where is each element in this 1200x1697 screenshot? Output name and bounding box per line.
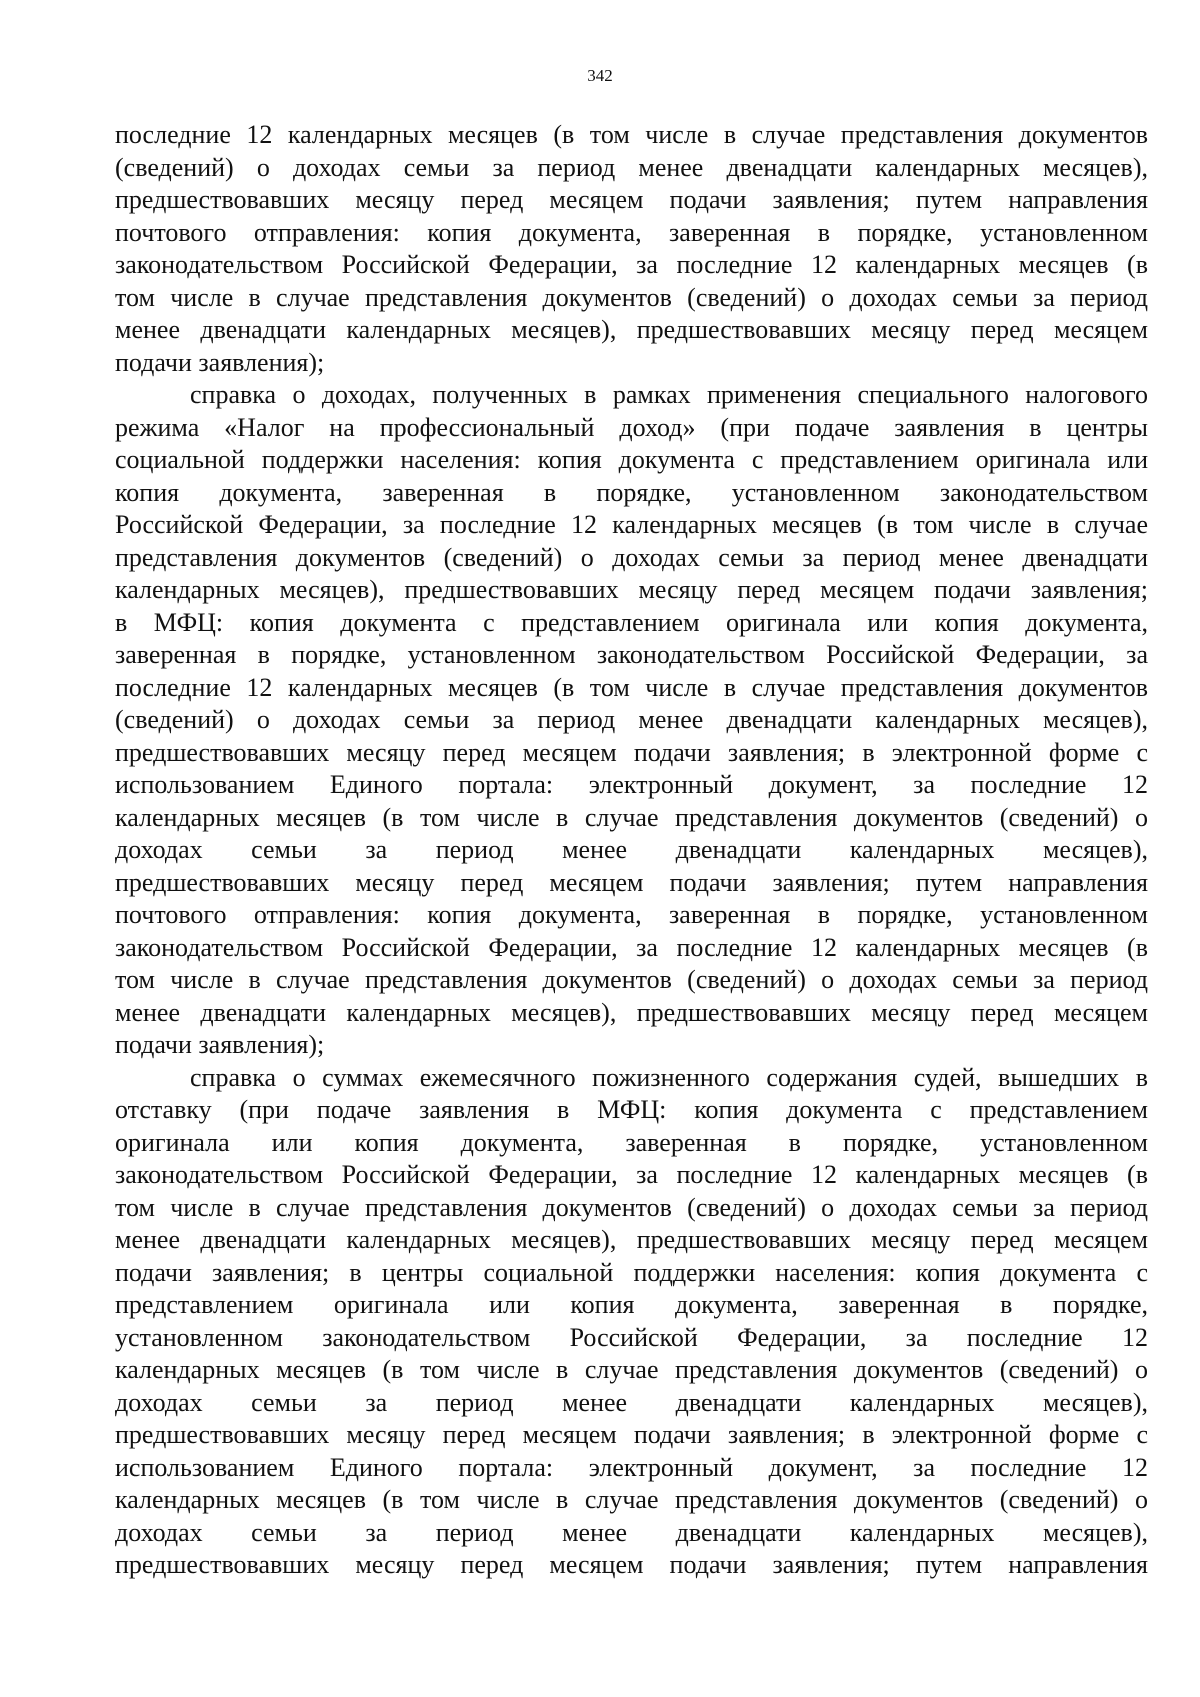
text-line: предшествовавших месяцу перед месяцем подачи заявления; в электронной форме с bbox=[115, 1420, 1148, 1449]
text-line: менее двенадцати календарных месяцев), предшествовавших месяцу перед месяцем bbox=[115, 315, 1148, 344]
text-line: доходах семьи за период менее двенадцати календарных месяцев), bbox=[115, 1387, 1148, 1417]
text-line: предшествовавших месяцу перед месяцем подачи заявления; путем направления bbox=[115, 185, 1148, 214]
text-line: копия документа, заверенная в порядке, установленном законодательством bbox=[115, 477, 1148, 507]
text-line: том числе в случае представления документов (сведений) о доходах семьи за период bbox=[115, 965, 1148, 994]
text-line: предшествовавших месяцу перед месяцем подачи заявления; в электронной форме с bbox=[115, 737, 1148, 767]
text-line: предшествовавших месяцу перед месяцем подачи заявления; путем направления bbox=[115, 1550, 1148, 1579]
text-line: менее двенадцати календарных месяцев), предшествовавших месяцу перед месяцем bbox=[115, 1225, 1148, 1254]
text-line: (сведений) о доходах семьи за период менее двенадцати календарных месяцев), bbox=[115, 705, 1148, 734]
text-line: представлением оригинала или копия документа, заверенная в порядке, bbox=[115, 1290, 1148, 1319]
text-line: (сведений) о доходах семьи за период менее двенадцати календарных месяцев), bbox=[115, 152, 1148, 182]
text-line: законодательством Российской Федерации, за последние 12 календарных месяцев (в bbox=[115, 1160, 1148, 1189]
text-line: календарных месяцев (в том числе в случае представления документов (сведений) о bbox=[115, 1355, 1148, 1384]
text-line: том числе в случае представления документов (сведений) о доходах семьи за период bbox=[115, 1192, 1148, 1222]
text-line: подачи заявления); bbox=[115, 347, 325, 377]
text-line: социальной поддержки населения: копия документа с представлением оригинала или bbox=[115, 445, 1148, 474]
text-line: Российской Федерации, за последние 12 календарных месяцев (в том числе в случае bbox=[115, 510, 1148, 539]
text-line: предшествовавших месяцу перед месяцем подачи заявления; путем направления bbox=[115, 867, 1148, 897]
paragraph-first-line: справка о суммах ежемесячного пожизненного содержания судей, вышедших в bbox=[190, 1062, 1148, 1092]
text-line: заверенная в порядке, установленном законодательством Российской Федерации, за bbox=[115, 640, 1148, 669]
text-line: календарных месяцев (в том числе в случае представления документов (сведений) о bbox=[115, 802, 1148, 832]
page-number: 342 bbox=[587, 66, 613, 85]
text-line: подачи заявления); bbox=[115, 1030, 325, 1059]
paragraph-first-line: справка о доходах, полученных в рамках применения специального налогового bbox=[190, 380, 1148, 409]
text-line: почтового отправления: копия документа, заверенная в порядке, установленном bbox=[115, 900, 1148, 929]
text-line: доходах семьи за период менее двенадцати календарных месяцев), bbox=[115, 1517, 1148, 1547]
text-line: том числе в случае представления документов (сведений) о доходах семьи за период bbox=[115, 282, 1148, 312]
text-line: последние 12 календарных месяцев (в том числе в случае представления документов bbox=[115, 120, 1148, 149]
text-line: законодательством Российской Федерации, за последние 12 календарных месяцев (в bbox=[115, 932, 1148, 962]
text-line: представления документов (сведений) о доходах семьи за период менее двенадцати bbox=[115, 542, 1148, 572]
text-line: в МФЦ: копия документа с представлением оригинала или копия документа, bbox=[115, 607, 1148, 637]
text-line: последние 12 календарных месяцев (в том числе в случае представления документов bbox=[115, 672, 1148, 702]
text-line: законодательством Российской Федерации, за последние 12 календарных месяцев (в bbox=[115, 250, 1148, 279]
text-line: установленном законодательством Российской Федерации, за последние 12 bbox=[115, 1322, 1148, 1352]
text-line: почтового отправления: копия документа, заверенная в порядке, установленном bbox=[115, 217, 1148, 247]
document-body bbox=[115, 119, 1148, 1582]
text-line: отставку (при подаче заявления в МФЦ: копия документа с представлением bbox=[115, 1095, 1148, 1124]
text-line: календарных месяцев (в том числе в случае представления документов (сведений) о bbox=[115, 1485, 1148, 1514]
text-line: использованием Единого портала: электронный документ, за последние 12 bbox=[115, 770, 1148, 799]
text-line: режима «Налог на профессиональный доход» (при подаче заявления в центры bbox=[115, 412, 1148, 442]
text-line: подачи заявления; в центры социальной поддержки населения: копия документа с bbox=[115, 1257, 1148, 1287]
text-line: использованием Единого портала: электронный документ, за последние 12 bbox=[115, 1452, 1148, 1482]
text-line: доходах семьи за период менее двенадцати календарных месяцев), bbox=[115, 835, 1148, 864]
text-line: менее двенадцати календарных месяцев), предшествовавших месяцу перед месяцем bbox=[115, 997, 1148, 1027]
text-line: оригинала или копия документа, заверенная в порядке, установленном bbox=[115, 1127, 1148, 1157]
text-line: календарных месяцев), предшествовавших месяцу перед месяцем подачи заявления; bbox=[115, 575, 1148, 604]
